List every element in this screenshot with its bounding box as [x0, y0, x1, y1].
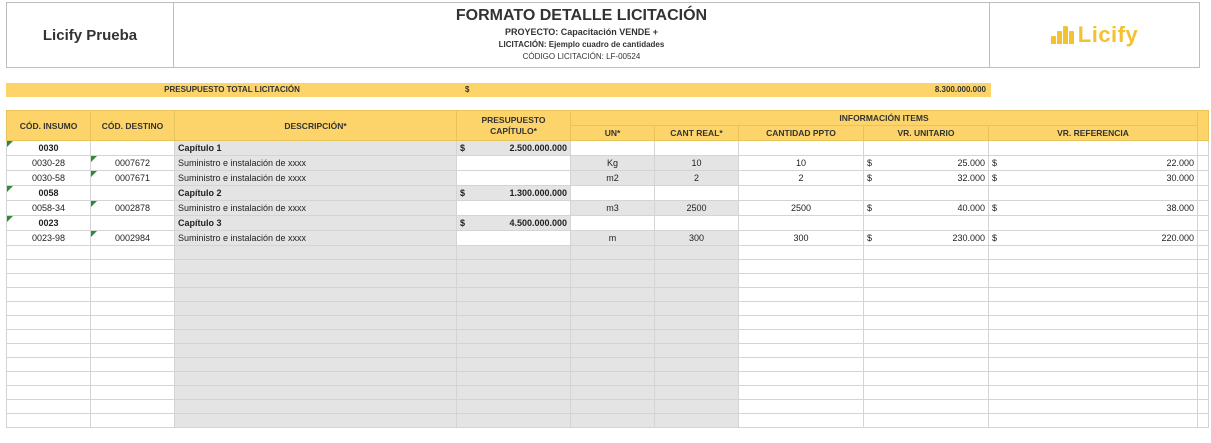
cell-vr-referencia[interactable]	[989, 171, 1198, 186]
cell-cant-ppto[interactable]: 10	[739, 156, 864, 171]
currency-symbol: $	[867, 233, 873, 243]
empty-cell[interactable]	[7, 274, 91, 288]
cell-descripcion[interactable]: Capítulo 3	[175, 216, 457, 231]
cell-insumo[interactable]: 0030	[7, 141, 91, 156]
empty-cell[interactable]	[989, 316, 1198, 330]
empty-cell[interactable]	[739, 372, 864, 386]
reference-value	[992, 171, 1194, 185]
cell-insumo[interactable]: 0030-58	[7, 171, 91, 186]
cell-extra[interactable]	[1198, 186, 1209, 201]
empty-cell[interactable]	[571, 274, 655, 288]
col-group-info-items[interactable]: INFORMACIÓN ITEMS	[571, 111, 1198, 126]
empty-cell[interactable]	[989, 274, 1198, 288]
empty-cell[interactable]	[655, 344, 739, 358]
cell-vr-unitario[interactable]	[864, 156, 989, 171]
empty-cell[interactable]	[571, 358, 655, 372]
empty-row	[7, 246, 1209, 260]
empty-cell[interactable]	[7, 260, 91, 274]
empty-cell[interactable]	[864, 344, 989, 358]
empty-cell[interactable]	[457, 316, 571, 330]
empty-cell[interactable]	[655, 386, 739, 400]
tender-label: LICITACIÓN: Ejemplo cuadro de cantidades	[498, 40, 665, 49]
reference-value	[992, 201, 1194, 215]
empty-cell[interactable]	[739, 288, 864, 302]
cell-cant-real[interactable]: 300	[655, 231, 739, 246]
cell-descripcion[interactable]: Suministro e instalación de xxxx	[175, 171, 457, 186]
empty-cell[interactable]	[989, 414, 1198, 428]
total-value: 8.300.000.000	[934, 85, 986, 94]
currency-symbol: $	[867, 158, 873, 168]
empty-cell[interactable]	[457, 414, 571, 428]
item-row	[7, 231, 1209, 246]
cell-cant-ppto[interactable]	[739, 186, 864, 201]
empty-cell[interactable]	[864, 302, 989, 316]
empty-row	[7, 400, 1209, 414]
total-label: PRESUPUESTO TOTAL LICITACIÓN	[164, 85, 300, 94]
empty-cell[interactable]	[7, 400, 91, 414]
empty-cell[interactable]	[1198, 260, 1209, 274]
cell-un[interactable]	[571, 141, 655, 156]
empty-row	[7, 288, 1209, 302]
cell-descripcion[interactable]: Capítulo 2	[175, 186, 457, 201]
empty-cell[interactable]	[7, 358, 91, 372]
amount: 220.000	[1161, 233, 1194, 243]
col-cant-ppto[interactable]: CANTIDAD PPTO	[739, 126, 864, 141]
empty-cell[interactable]	[864, 386, 989, 400]
empty-cell[interactable]	[1198, 274, 1209, 288]
cell-vr-unitario[interactable]	[864, 171, 989, 186]
unit-value	[867, 201, 985, 215]
empty-cell[interactable]	[739, 316, 864, 330]
empty-cell[interactable]	[457, 288, 571, 302]
empty-cell[interactable]	[7, 344, 91, 358]
empty-cell[interactable]	[7, 288, 91, 302]
empty-row	[7, 330, 1209, 344]
cell-presupuesto[interactable]	[457, 216, 571, 231]
empty-cell[interactable]	[655, 414, 739, 428]
currency-symbol: $	[867, 203, 873, 213]
cell-cant-ppto[interactable]: 300	[739, 231, 864, 246]
empty-cell[interactable]	[989, 386, 1198, 400]
empty-cell[interactable]	[175, 344, 457, 358]
empty-cell[interactable]	[91, 260, 175, 274]
currency-symbol: $	[867, 173, 873, 183]
empty-cell[interactable]	[571, 400, 655, 414]
col-extra[interactable]	[1198, 111, 1209, 141]
empty-cell[interactable]	[175, 400, 457, 414]
cell-vr-referencia[interactable]	[989, 141, 1198, 156]
empty-cell[interactable]	[739, 260, 864, 274]
cell-vr-unitario[interactable]	[864, 201, 989, 216]
currency-symbol: $	[992, 203, 998, 213]
unit-value	[867, 171, 985, 185]
empty-cell[interactable]	[989, 260, 1198, 274]
cell-insumo[interactable]: 0023-98	[7, 231, 91, 246]
empty-cell[interactable]	[571, 316, 655, 330]
empty-cell[interactable]	[175, 274, 457, 288]
col-vr-unitario[interactable]: VR. UNITARIO	[864, 126, 989, 141]
cell-vr-unitario[interactable]	[864, 141, 989, 156]
empty-cell[interactable]	[1198, 344, 1209, 358]
cell-cant-ppto[interactable]: 2500	[739, 201, 864, 216]
cell-presupuesto[interactable]	[457, 171, 571, 186]
cell-destino[interactable]	[91, 141, 175, 156]
empty-cell[interactable]	[864, 288, 989, 302]
empty-cell[interactable]	[989, 246, 1198, 260]
empty-cell[interactable]	[1198, 246, 1209, 260]
cell-un[interactable]: m	[571, 231, 655, 246]
amount: 38.000	[1166, 203, 1194, 213]
cell-descripcion[interactable]: Capítulo 1	[175, 141, 457, 156]
empty-cell[interactable]	[571, 414, 655, 428]
table-body	[7, 141, 1209, 428]
cell-extra[interactable]	[1198, 201, 1209, 216]
currency-symbol: $	[460, 143, 466, 153]
empty-cell[interactable]	[1198, 386, 1209, 400]
cell-insumo[interactable]: 0030-28	[7, 156, 91, 171]
empty-cell[interactable]	[864, 260, 989, 274]
empty-cell[interactable]	[1198, 358, 1209, 372]
cell-vr-referencia[interactable]	[989, 216, 1198, 231]
cell-cant-real[interactable]	[655, 186, 739, 201]
empty-cell[interactable]	[655, 330, 739, 344]
unit-value	[867, 231, 985, 245]
empty-cell[interactable]	[91, 400, 175, 414]
cell-cant-real[interactable]	[655, 216, 739, 231]
empty-cell[interactable]	[175, 302, 457, 316]
empty-row	[7, 274, 1209, 288]
empty-cell[interactable]	[175, 330, 457, 344]
reference-value	[992, 231, 1194, 245]
empty-cell[interactable]	[989, 344, 1198, 358]
cell-descripcion[interactable]: Suministro e instalación de xxxx	[175, 201, 457, 216]
cell-cant-real[interactable]: 10	[655, 156, 739, 171]
empty-cell[interactable]	[175, 288, 457, 302]
cell-destino[interactable]	[91, 186, 175, 201]
empty-cell[interactable]	[864, 274, 989, 288]
empty-cell[interactable]	[739, 386, 864, 400]
cell-un[interactable]: m2	[571, 171, 655, 186]
empty-cell[interactable]	[91, 386, 175, 400]
empty-cell[interactable]	[457, 330, 571, 344]
currency-symbol: $	[460, 188, 466, 198]
empty-cell[interactable]	[91, 288, 175, 302]
empty-cell[interactable]	[571, 302, 655, 316]
empty-cell[interactable]	[655, 274, 739, 288]
amount: 40.000	[957, 203, 985, 213]
empty-cell[interactable]	[457, 302, 571, 316]
col-cod-insumo[interactable]: CÓD. INSUMO	[7, 111, 91, 141]
empty-cell[interactable]	[571, 344, 655, 358]
empty-cell[interactable]	[655, 358, 739, 372]
tender-code: CÓDIGO LICITACIÓN: LF-00524	[522, 52, 641, 61]
empty-cell[interactable]	[175, 372, 457, 386]
empty-cell[interactable]	[7, 302, 91, 316]
chapter-budget	[460, 216, 567, 230]
cell-presupuesto[interactable]	[457, 156, 571, 171]
amount: 1.300.000.000	[509, 188, 567, 198]
cell-presupuesto[interactable]	[457, 201, 571, 216]
cell-presupuesto[interactable]	[457, 186, 571, 201]
empty-row	[7, 386, 1209, 400]
currency-symbol: $	[460, 218, 466, 228]
empty-cell[interactable]	[739, 302, 864, 316]
empty-cell[interactable]	[175, 246, 457, 260]
empty-cell[interactable]	[175, 386, 457, 400]
cell-extra[interactable]	[1198, 141, 1209, 156]
cell-extra[interactable]	[1198, 171, 1209, 186]
empty-cell[interactable]	[1198, 316, 1209, 330]
reference-value	[992, 156, 1194, 170]
empty-row	[7, 302, 1209, 316]
empty-cell[interactable]	[655, 288, 739, 302]
empty-cell[interactable]	[739, 344, 864, 358]
cell-cant-ppto[interactable]	[739, 216, 864, 231]
document-title: FORMATO DETALLE LICITACIÓN	[455, 7, 708, 24]
empty-cell[interactable]	[989, 400, 1198, 414]
sheet-header	[0, 0, 1211, 70]
cell-destino[interactable]	[91, 216, 175, 231]
cell-presupuesto[interactable]	[457, 231, 571, 246]
empty-cell[interactable]	[7, 330, 91, 344]
empty-cell[interactable]	[571, 260, 655, 274]
cell-descripcion[interactable]: Suministro e instalación de xxxx	[175, 231, 457, 246]
logo-text: Licify	[1077, 22, 1139, 47]
empty-row	[7, 316, 1209, 330]
empty-cell[interactable]	[91, 372, 175, 386]
logo	[989, 2, 1200, 68]
cell-insumo[interactable]: 0058	[7, 186, 91, 201]
empty-row	[7, 358, 1209, 372]
chapter-row	[7, 216, 1209, 231]
empty-row	[7, 414, 1209, 428]
empty-cell[interactable]	[571, 386, 655, 400]
cell-extra[interactable]	[1198, 216, 1209, 231]
cell-destino[interactable]: 0002984	[91, 231, 175, 246]
empty-cell[interactable]	[1198, 400, 1209, 414]
empty-cell[interactable]	[739, 358, 864, 372]
empty-cell[interactable]	[457, 358, 571, 372]
empty-cell[interactable]	[655, 246, 739, 260]
cell-vr-referencia[interactable]	[989, 156, 1198, 171]
col-un[interactable]: UN*	[571, 126, 655, 141]
empty-cell[interactable]	[739, 414, 864, 428]
empty-cell[interactable]	[457, 344, 571, 358]
cell-un[interactable]	[571, 216, 655, 231]
empty-cell[interactable]	[989, 288, 1198, 302]
empty-cell[interactable]	[864, 358, 989, 372]
empty-row	[7, 372, 1209, 386]
empty-cell[interactable]	[91, 358, 175, 372]
title-block	[173, 2, 990, 68]
chapter-budget	[460, 141, 567, 155]
empty-cell[interactable]	[571, 372, 655, 386]
amount: 2.500.000.000	[509, 143, 567, 153]
empty-cell[interactable]	[864, 316, 989, 330]
empty-cell[interactable]	[739, 400, 864, 414]
total-currency: $	[465, 85, 470, 94]
empty-cell[interactable]	[7, 246, 91, 260]
empty-cell[interactable]	[457, 246, 571, 260]
currency-symbol: $	[992, 233, 998, 243]
empty-cell[interactable]	[1198, 288, 1209, 302]
amount: 30.000	[1166, 173, 1194, 183]
currency-symbol: $	[992, 173, 998, 183]
cell-destino[interactable]: 0007672	[91, 156, 175, 171]
cell-un[interactable]: Kg	[571, 156, 655, 171]
empty-cell[interactable]	[457, 372, 571, 386]
amount: 230.000	[952, 233, 985, 243]
cell-descripcion[interactable]: Suministro e instalación de xxxx	[175, 156, 457, 171]
empty-cell[interactable]	[1198, 372, 1209, 386]
cell-vr-unitario[interactable]	[864, 231, 989, 246]
empty-cell[interactable]	[457, 400, 571, 414]
empty-cell[interactable]	[864, 400, 989, 414]
cell-cant-ppto[interactable]: 2	[739, 171, 864, 186]
cell-insumo[interactable]: 0058-34	[7, 201, 91, 216]
empty-cell[interactable]	[175, 358, 457, 372]
unit-value	[867, 156, 985, 170]
cell-vr-referencia[interactable]	[989, 231, 1198, 246]
empty-cell[interactable]	[571, 246, 655, 260]
amount: 22.000	[1166, 158, 1194, 168]
empty-cell[interactable]	[91, 246, 175, 260]
chapter-row	[7, 186, 1209, 201]
amount: 4.500.000.000	[509, 218, 567, 228]
cell-vr-unitario[interactable]	[864, 216, 989, 231]
amount: 25.000	[957, 158, 985, 168]
item-row	[7, 171, 1209, 186]
col-cant-real[interactable]: CANT REAL*	[655, 126, 739, 141]
chapter-row	[7, 141, 1209, 156]
empty-cell[interactable]	[655, 400, 739, 414]
cell-vr-unitario[interactable]	[864, 186, 989, 201]
col-cod-destino[interactable]: CÓD. DESTINO	[91, 111, 175, 141]
empty-cell[interactable]	[91, 414, 175, 428]
cell-cant-real[interactable]	[655, 141, 739, 156]
logo-bars-icon	[1051, 26, 1074, 44]
empty-cell[interactable]	[175, 260, 457, 274]
empty-cell[interactable]	[7, 414, 91, 428]
empty-row	[7, 344, 1209, 358]
col-descripcion[interactable]: DESCRIPCIÓN*	[175, 111, 457, 141]
empty-cell[interactable]	[7, 316, 91, 330]
cell-cant-real[interactable]: 2	[655, 171, 739, 186]
company-name: Licify Prueba	[6, 2, 174, 68]
empty-cell[interactable]	[91, 344, 175, 358]
cell-insumo[interactable]: 0023	[7, 216, 91, 231]
empty-cell[interactable]	[655, 372, 739, 386]
empty-cell[interactable]	[457, 386, 571, 400]
empty-cell[interactable]	[457, 274, 571, 288]
empty-cell[interactable]	[864, 372, 989, 386]
empty-cell[interactable]	[7, 386, 91, 400]
cell-un[interactable]: m3	[571, 201, 655, 216]
cell-vr-referencia[interactable]	[989, 201, 1198, 216]
empty-cell[interactable]	[457, 260, 571, 274]
empty-cell[interactable]	[655, 302, 739, 316]
cell-cant-ppto[interactable]	[739, 141, 864, 156]
empty-cell[interactable]	[571, 288, 655, 302]
empty-cell[interactable]	[864, 330, 989, 344]
total-budget-bar	[6, 83, 991, 97]
amount: 32.000	[957, 173, 985, 183]
empty-cell[interactable]	[175, 414, 457, 428]
empty-cell[interactable]	[655, 316, 739, 330]
empty-cell[interactable]	[989, 302, 1198, 316]
empty-cell[interactable]	[739, 246, 864, 260]
empty-cell[interactable]	[655, 260, 739, 274]
cell-destino[interactable]: 0007671	[91, 171, 175, 186]
empty-cell[interactable]	[989, 358, 1198, 372]
project-label: PROYECTO: Capacitación VENDE +	[504, 27, 659, 37]
empty-cell[interactable]	[91, 274, 175, 288]
item-row	[7, 156, 1209, 171]
col-vr-referencia[interactable]: VR. REFERENCIA	[989, 126, 1198, 141]
col-presupuesto[interactable]: PRESUPUESTO CAPÍTULO*	[457, 111, 571, 141]
empty-cell[interactable]	[7, 372, 91, 386]
empty-cell[interactable]	[91, 316, 175, 330]
cell-un[interactable]	[571, 186, 655, 201]
cell-extra[interactable]	[1198, 156, 1209, 171]
cell-destino[interactable]: 0002878	[91, 201, 175, 216]
empty-cell[interactable]	[1198, 414, 1209, 428]
currency-symbol: $	[992, 158, 998, 168]
empty-cell[interactable]	[175, 316, 457, 330]
cell-presupuesto[interactable]	[457, 141, 571, 156]
item-row	[7, 201, 1209, 216]
empty-cell[interactable]	[989, 330, 1198, 344]
empty-cell[interactable]	[739, 330, 864, 344]
chapter-budget	[460, 186, 567, 200]
empty-cell[interactable]	[91, 302, 175, 316]
empty-cell[interactable]	[1198, 302, 1209, 316]
empty-cell[interactable]	[91, 330, 175, 344]
empty-cell[interactable]	[864, 414, 989, 428]
empty-cell[interactable]	[571, 330, 655, 344]
items-table	[6, 110, 1209, 428]
empty-cell[interactable]	[739, 274, 864, 288]
empty-cell[interactable]	[989, 372, 1198, 386]
cell-cant-real[interactable]: 2500	[655, 201, 739, 216]
cell-extra[interactable]	[1198, 231, 1209, 246]
empty-cell[interactable]	[864, 246, 989, 260]
empty-row	[7, 260, 1209, 274]
cell-vr-referencia[interactable]	[989, 186, 1198, 201]
empty-cell[interactable]	[1198, 330, 1209, 344]
